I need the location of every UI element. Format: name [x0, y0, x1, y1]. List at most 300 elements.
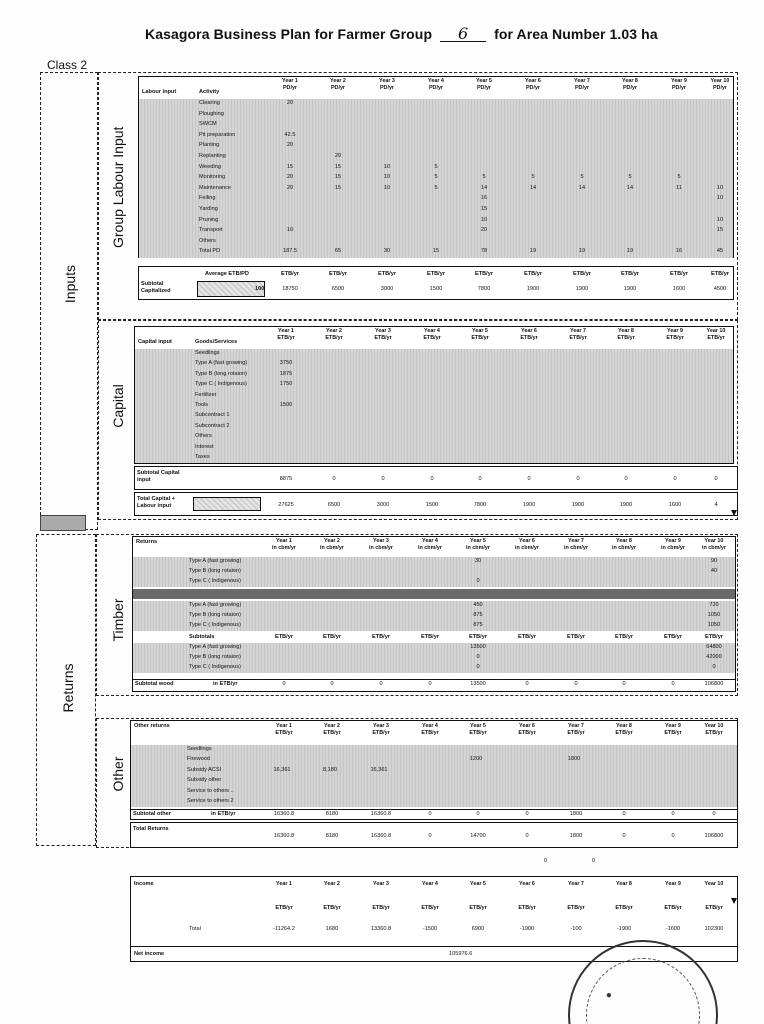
year-header: Year 4: [422, 538, 438, 544]
unit-header: PD/yr: [428, 85, 444, 91]
row-value: 19: [578, 248, 586, 255]
row-value: 0: [476, 664, 480, 670]
table-row: [139, 226, 733, 237]
row-value: 8,180: [323, 766, 337, 773]
title-suffix: for Area Number 1.03 ha: [494, 26, 658, 42]
table-row: [133, 663, 735, 673]
year-header: Year 7: [574, 78, 590, 84]
other-section-label: Other returns: [134, 723, 170, 729]
unit-header: in cbm/yr: [466, 545, 490, 551]
table-row: [139, 141, 733, 152]
timber-table: [132, 536, 736, 692]
year-header: Year 4: [424, 328, 440, 334]
table-row: [131, 797, 737, 807]
etb-unit: ETB/yr: [663, 634, 683, 640]
value-cell: 1900: [526, 286, 540, 292]
unit-header: ETB/yr: [520, 335, 538, 341]
value-cell: 1600: [668, 502, 682, 508]
row-label: Service to others 2: [187, 798, 234, 804]
unit-header: PD/yr: [476, 85, 492, 91]
value-cell: 0: [671, 811, 675, 817]
row-value: 1800: [567, 756, 581, 763]
row-value: 15: [334, 163, 342, 170]
etb-unit: ETB/yr: [371, 634, 391, 640]
unit-header: ETB/yr: [567, 905, 585, 911]
table-row: [133, 621, 735, 631]
table-row: [139, 216, 733, 227]
year-header: Year 4: [422, 723, 438, 729]
row-label: Ploughing: [199, 110, 224, 117]
unit-header: PD/yr: [671, 85, 687, 91]
row-value: 30: [383, 248, 391, 255]
subtotal-wood-row: [133, 679, 735, 691]
year-header: Year 5: [472, 328, 488, 334]
table-row: [131, 745, 737, 755]
value-cell: 0: [430, 476, 434, 482]
value-cell: 13500: [470, 681, 486, 687]
row-value: 0: [712, 664, 716, 670]
year-header: Year 10: [704, 538, 724, 544]
unit-header: in cbm/yr: [418, 545, 442, 551]
row-value: 1050: [707, 622, 721, 628]
value-cell: 7800: [477, 286, 491, 292]
row-value: 875: [473, 622, 483, 628]
year-header: Year 6: [519, 723, 535, 729]
value-cell: 0: [714, 476, 718, 482]
table-row: [139, 194, 733, 205]
year-header: Year 4: [428, 78, 444, 84]
value-cell: 0: [525, 811, 529, 817]
group-number: 6: [440, 27, 486, 42]
year-header: Year 10: [710, 78, 730, 84]
value-cell: 106800: [704, 681, 724, 687]
row-label: Total PD: [199, 248, 221, 255]
row-value: 15: [286, 163, 294, 170]
value-cell: 18750: [282, 286, 298, 292]
unit-header: in cbm/yr: [272, 545, 296, 551]
row-value: 11: [676, 184, 682, 191]
row-value: 5: [580, 174, 584, 181]
value-cell: 0: [525, 681, 529, 687]
value-cell: 6500: [327, 502, 341, 508]
row-value: 3750: [279, 360, 293, 367]
table-row: [135, 349, 733, 359]
table-row: [131, 776, 737, 786]
row-value: 1500: [279, 402, 293, 408]
row-value: 5: [434, 184, 438, 191]
row-label: Type C ( Indigenous): [189, 578, 241, 584]
row-label: SWCM: [199, 121, 217, 128]
row-value: 5: [482, 174, 486, 181]
avg-etb-value: 100: [255, 286, 265, 292]
value-cell: 0: [428, 681, 432, 687]
dark-separator: [133, 589, 735, 599]
page-title: [145, 26, 658, 42]
row-value: 10: [480, 216, 488, 223]
total-capital-box: [193, 497, 261, 511]
row-label: Tools: [195, 402, 209, 408]
official-seal: ●: [568, 940, 718, 1024]
row-value: 15: [716, 227, 724, 234]
etb-unit: ETB/yr: [274, 634, 294, 640]
row-value: 14: [626, 184, 634, 191]
table-row: [139, 99, 733, 110]
year-header: Year 5: [470, 538, 486, 544]
value-cell: 0: [428, 833, 432, 839]
value-cell: 16360.8: [370, 833, 392, 839]
year-header: Year 8: [622, 78, 638, 84]
row-value: 20: [286, 142, 294, 149]
row-label: Seedlings: [195, 350, 220, 356]
table-row: [139, 110, 733, 121]
year-header: Year 7: [568, 538, 584, 544]
unit-header: ETB/yr: [664, 730, 682, 736]
etb-unit: ETB/yr: [328, 271, 348, 277]
unit-header: in cbm/yr: [661, 545, 685, 551]
value-cell: 0: [671, 833, 675, 839]
value-cell: 3000: [380, 286, 394, 292]
unit-header: PD/yr: [622, 85, 638, 91]
value-cell: 4500: [713, 286, 727, 292]
subtotals-row: [133, 633, 735, 643]
row-value: 450: [473, 602, 483, 608]
value-cell: 0: [574, 681, 578, 687]
net-income-label: Net income: [134, 951, 165, 957]
year-header: Year 8: [616, 881, 632, 887]
row-value: 5: [434, 174, 438, 181]
year-header: Year 6: [521, 328, 537, 334]
etb-unit: ETB/yr: [377, 271, 397, 277]
row-value: 13500: [470, 644, 486, 650]
table-row: [135, 432, 733, 442]
row-value: 45: [716, 248, 724, 255]
row-value: 15: [432, 248, 440, 255]
table-row: [139, 173, 733, 184]
year-header: Year 7: [568, 881, 584, 887]
row-label: Clearing: [199, 100, 220, 106]
row-value: 19: [529, 248, 537, 255]
year-header: Year 3: [375, 328, 391, 334]
row-value: 20: [286, 174, 294, 181]
row-value: 1875: [279, 370, 293, 377]
avg-etb-label: Average ETB/PD: [205, 271, 249, 277]
value-cell: 1900: [522, 502, 536, 508]
row-label: Felling: [199, 195, 216, 202]
row-label: Planting: [199, 142, 220, 149]
value-cell: 4: [714, 502, 718, 508]
capital-label: Capital: [110, 384, 126, 428]
unit-header: PD/yr: [712, 85, 728, 91]
year-header: Year 6: [519, 538, 535, 544]
unit-header: ETB/yr: [664, 905, 682, 911]
table-row: [135, 453, 733, 463]
row-label: Interest: [195, 443, 214, 450]
year-header: Year 9: [665, 881, 681, 887]
unit-header: ETB/yr: [423, 335, 441, 341]
row-value: 1200: [469, 756, 483, 763]
row-label: Pit preparation: [199, 131, 236, 138]
table-row: [135, 359, 733, 369]
row-value: 64800: [706, 644, 722, 650]
value-cell: 0: [478, 476, 482, 482]
row-value: 1750: [279, 381, 293, 388]
subtotal-other-unit: in ETB/yr: [211, 811, 236, 817]
row-label: Type B (long rotaion): [195, 370, 247, 377]
table-row: [139, 163, 733, 174]
row-value: 16,361: [370, 766, 388, 773]
table-row: [135, 391, 733, 401]
value-cell: 3000: [376, 502, 390, 508]
unit-header: ETB/yr: [372, 905, 390, 911]
row-value: 16: [675, 248, 683, 255]
year-header: Year 9: [667, 328, 683, 334]
value-cell: 0: [673, 476, 677, 482]
unit-header: ETB/yr: [615, 730, 633, 736]
year-header: Year 8: [618, 328, 634, 334]
table-row: [135, 380, 733, 390]
row-value: 20: [334, 153, 342, 159]
value-cell: 8875: [279, 476, 293, 482]
year-header: Year 8: [616, 538, 632, 544]
arrow-down-icon: [731, 898, 737, 904]
other-table: [130, 720, 738, 820]
value-cell: 1800: [569, 833, 583, 839]
row-value: 187.5: [283, 248, 297, 255]
value-cell: 7800: [473, 502, 487, 508]
total-capital-block: [134, 492, 738, 516]
unit-header: in cbm/yr: [320, 545, 344, 551]
unit-header: ETB/yr: [705, 730, 723, 736]
subtotal-wood-label: Subtotal wood: [135, 681, 174, 687]
value-cell: 1900: [623, 286, 637, 292]
row-value: 20: [286, 100, 294, 106]
table-row: [139, 131, 733, 142]
row-label: Transport: [199, 227, 223, 234]
value-cell: 0: [330, 681, 334, 687]
unit-header: in cbm/yr: [564, 545, 588, 551]
year-header: Year 8: [616, 723, 632, 729]
value-cell: 0: [622, 833, 626, 839]
row-value: 65: [334, 248, 342, 255]
value-cell: 1680: [325, 926, 339, 932]
row-value: 10: [383, 174, 391, 181]
table-row: [135, 370, 733, 380]
capital-table: [134, 326, 734, 464]
value-cell: 102300: [704, 926, 724, 932]
unit-header: ETB/yr: [275, 730, 293, 736]
row-label: Fertilizer: [195, 391, 217, 398]
row-value: 10: [286, 227, 294, 234]
year-header: Year 9: [665, 538, 681, 544]
table-row: [131, 766, 737, 776]
unit-header: ETB/yr: [323, 730, 341, 736]
value-cell: 0: [476, 811, 480, 817]
value-cell: 0: [428, 811, 432, 817]
etb-unit: ETB/yr: [704, 634, 724, 640]
etb-unit: ETB/yr: [420, 634, 440, 640]
table-row: [135, 443, 733, 453]
unit-header: ETB/yr: [518, 730, 536, 736]
table-row: [131, 755, 737, 765]
unit-header: in cbm/yr: [369, 545, 393, 551]
unit-header: PD/yr: [282, 85, 298, 91]
row-label: Type A (fast growing): [189, 558, 242, 564]
row-label: Type C ( Indigenous): [195, 381, 247, 388]
unit-header: PD/yr: [574, 85, 590, 91]
row-label: Pruning: [199, 216, 219, 223]
labour-table: [138, 76, 734, 258]
row-value: 14: [480, 184, 488, 191]
table-row: [133, 567, 735, 577]
year-header: Year 3: [373, 881, 389, 887]
total-returns-label: Total Returns: [133, 826, 169, 832]
row-value: 720: [709, 602, 719, 608]
year-header: Year 6: [519, 881, 535, 887]
year-header: Year 5: [470, 881, 486, 887]
unit-header: ETB/yr: [372, 730, 390, 736]
year-header: Year 2: [330, 78, 346, 84]
row-label: Subsidy other: [187, 777, 222, 784]
row-label: Others: [199, 237, 216, 244]
etb-unit: ETB/yr: [523, 271, 543, 277]
table-row: [133, 557, 735, 567]
title-prefix: Kasagora Business Plan for Farmer Group: [145, 26, 433, 42]
value-cell: 0: [712, 811, 716, 817]
subtotal-capitalized-label: Subtotal Capitalized: [141, 281, 171, 294]
unit-header: ETB/yr: [277, 335, 295, 341]
subtotal-wood-unit: in ETB/yr: [213, 681, 238, 687]
etb-unit: ETB/yr: [280, 271, 300, 277]
unit-header: in cbm/yr: [515, 545, 539, 551]
value-cell: 16360.8: [273, 811, 295, 817]
value-cell: 1900: [619, 502, 633, 508]
year-header: Year 1: [282, 78, 298, 84]
value-cell: 16360.8: [273, 833, 295, 839]
value-cell: -11264.2: [273, 926, 295, 932]
row-value: 15: [334, 174, 342, 181]
value-cell: 0: [671, 681, 675, 687]
value-cell: 1500: [425, 502, 439, 508]
year-header: Year 10: [706, 328, 726, 334]
value-cell: 1500: [429, 286, 443, 292]
table-row: [131, 787, 737, 797]
table-row: [135, 422, 733, 432]
unit-header: PD/yr: [525, 85, 541, 91]
arrow-down-icon: [731, 510, 737, 516]
capital-subtotal-block: [134, 466, 738, 490]
row-label: Service to others ..: [187, 787, 234, 794]
table-row: [133, 577, 735, 587]
class-label: Class 2: [47, 58, 88, 72]
year-header: Year 1: [276, 538, 292, 544]
unit-header: ETB/yr: [615, 905, 633, 911]
row-value: 15: [334, 184, 342, 191]
year-header: Year 7: [570, 328, 586, 334]
row-label: Type B (long rotaion): [189, 654, 241, 660]
value-cell: 6900: [471, 926, 485, 932]
value-cell: 8180: [325, 833, 339, 839]
returns-section-label: Returns: [136, 539, 158, 545]
extra-value: 0: [544, 858, 548, 864]
row-value: 14: [578, 184, 586, 191]
returns-label: Returns: [60, 663, 76, 713]
table-row: [135, 401, 733, 411]
table-row: [139, 184, 733, 195]
value-cell: 0: [381, 476, 385, 482]
row-value: 5: [434, 163, 438, 170]
value-cell: 1800: [569, 811, 583, 817]
row-value: 42000: [706, 654, 722, 660]
row-label: Maintenance: [199, 184, 232, 191]
unit-header: ETB/yr: [469, 730, 487, 736]
timber-label: Timber: [110, 598, 126, 642]
unit-header: ETB/yr: [325, 335, 343, 341]
etb-unit: ETB/yr: [322, 634, 342, 640]
value-cell: 8180: [325, 811, 339, 817]
value-cell: 106800: [704, 833, 724, 839]
etb-unit: ETB/yr: [669, 271, 689, 277]
unit-header: ETB/yr: [469, 905, 487, 911]
row-label: Type C ( Indigenous): [189, 622, 241, 628]
year-header: Year 9: [665, 723, 681, 729]
unit-header: PD/yr: [330, 85, 346, 91]
grey-marker: [40, 515, 86, 531]
activity-header: Activity: [199, 89, 220, 95]
row-value: 10: [716, 184, 724, 191]
year-header: Year 9: [671, 78, 687, 84]
value-cell: 1900: [575, 286, 589, 292]
value-cell: -1500: [422, 926, 438, 932]
value-cell: -1900: [519, 926, 535, 932]
year-header: Year 1: [278, 328, 294, 334]
table-row: [135, 411, 733, 421]
unit-header: ETB/yr: [518, 905, 536, 911]
row-label: Taxes: [195, 454, 210, 460]
unit-header: in cbm/yr: [612, 545, 636, 551]
value-cell: -1900: [616, 926, 632, 932]
unit-header: ETB/yr: [471, 335, 489, 341]
row-value: 10: [383, 163, 391, 170]
unit-header: ETB/yr: [323, 905, 341, 911]
unit-header: ETB/yr: [421, 905, 439, 911]
row-label: Others: [195, 433, 212, 440]
total-capital-label: Total Capital + Labour input: [137, 496, 175, 509]
year-header: Year 5: [476, 78, 492, 84]
row-value: 20: [286, 184, 294, 191]
row-value: 42.5: [284, 131, 296, 138]
value-cell: -100: [570, 926, 582, 932]
etb-unit: ETB/yr: [474, 271, 494, 277]
row-value: 14: [529, 184, 537, 191]
value-cell: 13360.8: [370, 926, 392, 932]
year-header: Year 10: [704, 881, 724, 887]
goods-header: Goods/Services: [195, 339, 238, 345]
row-label: Subcontract 1: [195, 412, 230, 419]
unit-header: ETB/yr: [374, 335, 392, 341]
unit-header: ETB/yr: [666, 335, 684, 341]
labour-section-label: Labour input: [142, 89, 177, 95]
value-cell: 0: [525, 833, 529, 839]
row-label: Seedlings: [187, 746, 212, 752]
capital-section-label: Capital input: [138, 339, 172, 345]
row-value: 5: [677, 174, 681, 181]
etb-unit: ETB/yr: [517, 634, 537, 640]
row-label: Subcontract 2: [195, 422, 230, 429]
etb-unit: ETB/yr: [620, 271, 640, 277]
row-value: 10: [716, 216, 724, 223]
value-cell: 0: [622, 811, 626, 817]
row-value: 19: [626, 248, 634, 255]
